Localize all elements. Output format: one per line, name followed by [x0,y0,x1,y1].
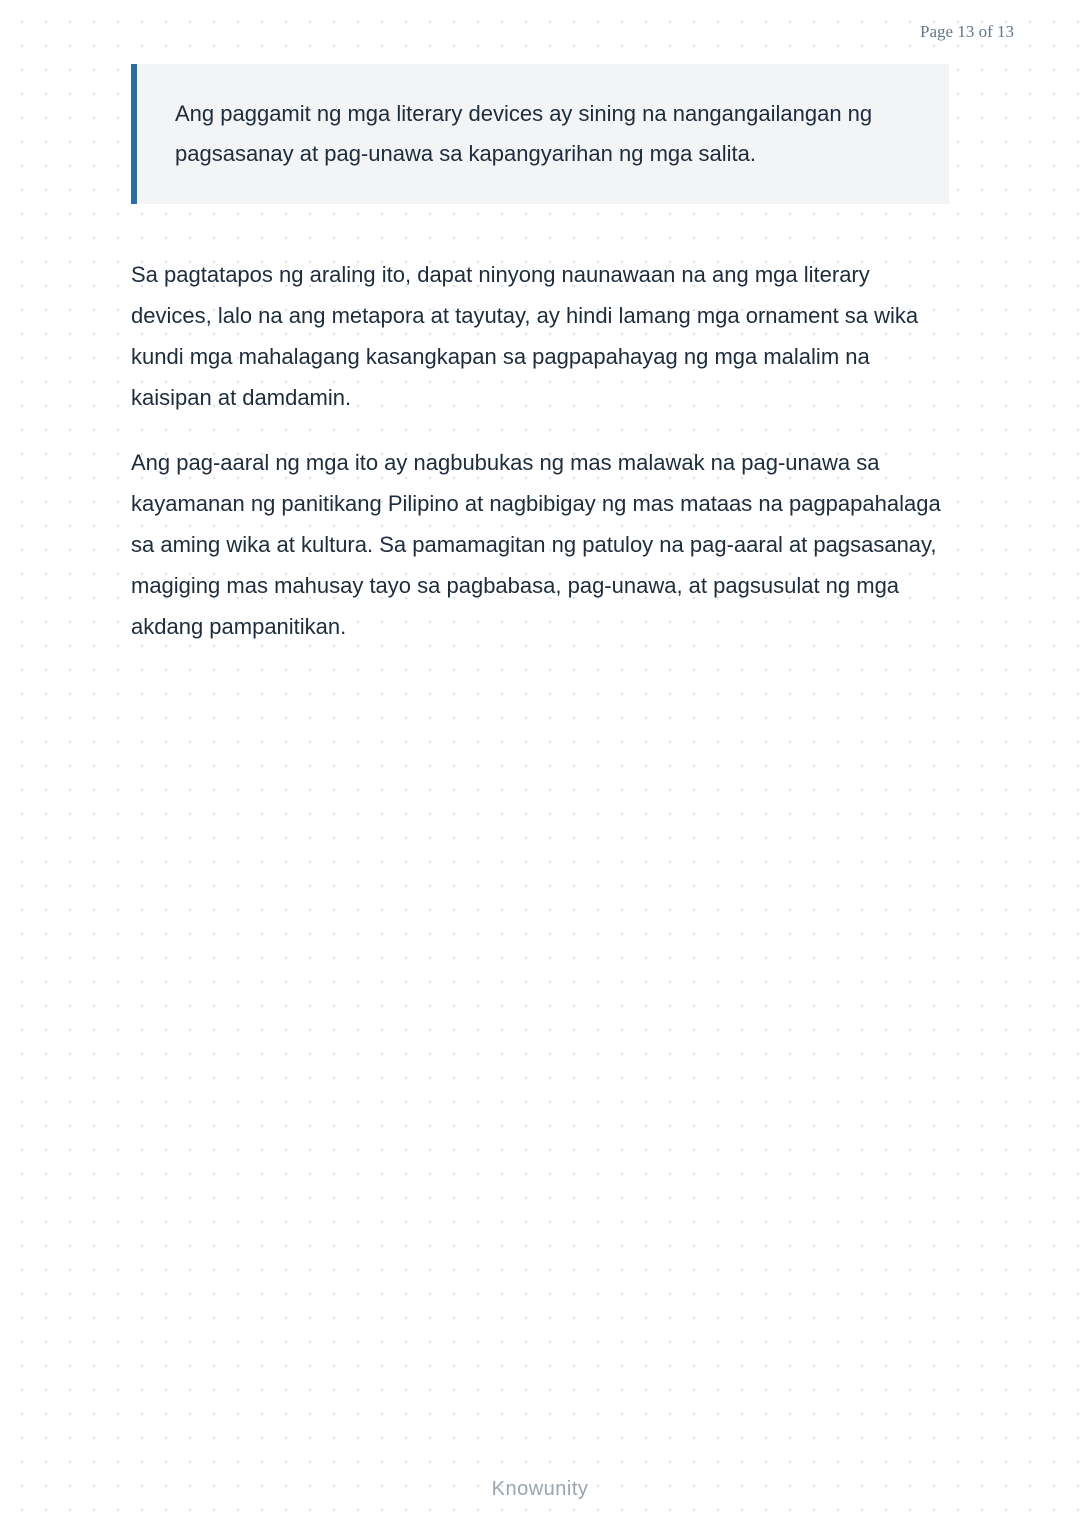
quote-block [131,64,949,204]
page-number-indicator: Page 13 of 13 [920,22,1014,41]
brand-watermark: Knowunity [491,1478,589,1500]
quote-text: Ang paggamit ng mga literary devices ay sining na nangangailangan ng pagsasanay at pag-unawa sa kapangyarihan ng mga salita. [175,101,873,166]
page-footer [0,1478,1080,1501]
paragraph-conclusion-2: Ang pag-aaral ng mga ito ay nagbubukas ng mas malawak na pag-unawa sa kayamanan ng panitikang Pilipino at nagbibigay ng mas mataas na pagpapahalaga sa aming wika at kultura. Sa pamamagitan ng patuloy na pag-aaral at pagsasanay, magiging mas mahusay tayo sa pagbabasa, pag-unawa, at pagsusulat ng mga akdang pampanitikan. [131,450,941,639]
paragraph-conclusion-1: Sa pagtatapos ng araling ito, dapat ninyong naunawaan na ang mga literary devices, lalo na ang metapora at tayutay, ay hindi lamang mga ornament sa wika kundi mga mahalagang kasangkapan sa pagpapahayag ng mga malalim na kaisipan at damdamin. [131,262,919,410]
document-content [131,64,949,671]
page-header [920,22,1014,42]
